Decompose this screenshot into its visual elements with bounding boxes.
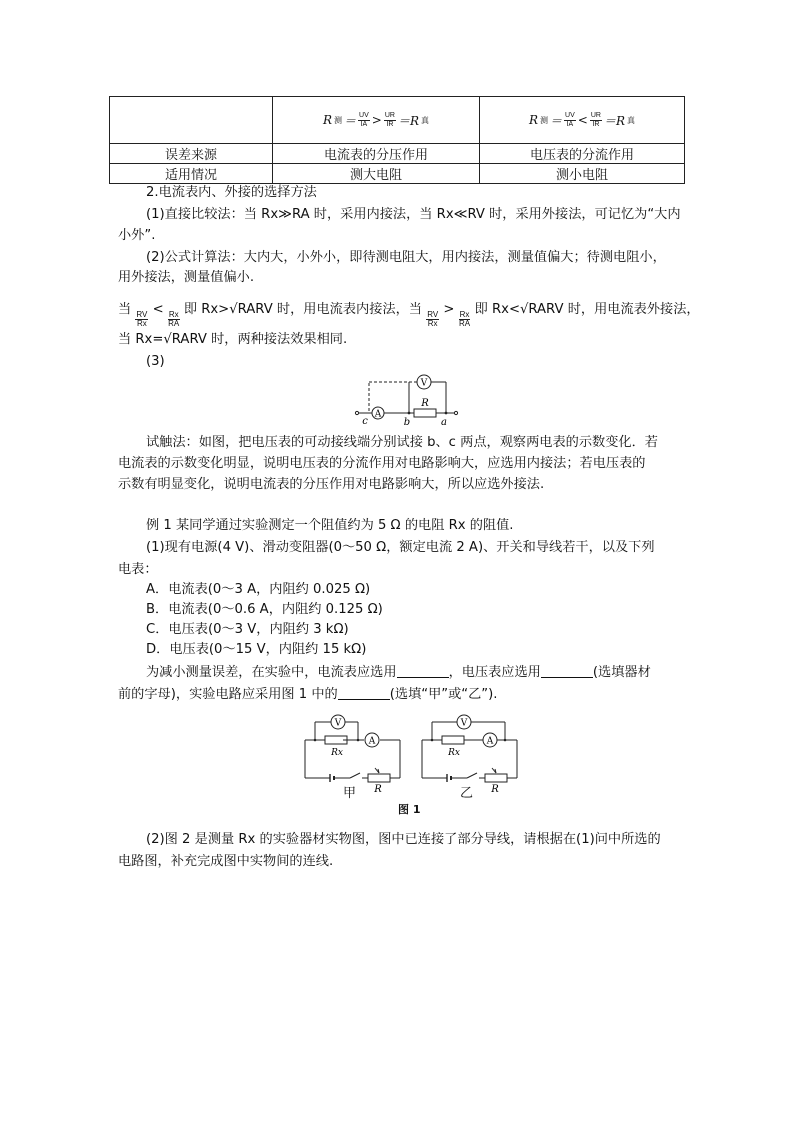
svg-text:Rx: Rx (448, 748, 460, 758)
circuit-yi-diagram (417, 712, 527, 795)
paragraph-line: (1)现有电源(4 V)、滑动变阻器(0～50 Ω，额定电流 2 A)、开关和导线若干，以及下列 (146, 540, 655, 555)
paragraph-line: 电流表的示数变化明显，说明电压表的分流作用对电路影响大，应选用内接法；若电压表的 (118, 456, 646, 471)
svg-text:A: A (368, 736, 376, 747)
table-row (110, 144, 685, 164)
paragraph-line: 电表： (118, 562, 158, 577)
row-label: 适用情况 (110, 164, 273, 184)
svg-text:c: c (362, 416, 368, 427)
row-label: 误差来源 (110, 144, 273, 164)
paragraph-line-condition: 当 $\frac{RV}{Rx}$ < $\frac{Rx}{RA}$ 即 Rx>√RARV 时，用电流表内接法，当 $\frac{RV}{Rx}$ > $\frac{Rx}{RA}$ 即 Rx<√RARV 时，用电流表外接法， (118, 302, 700, 328)
option-b: B．电流表(0～0.6 A，内阻约 0.125 Ω) (146, 602, 383, 617)
trial-touch-circuit-diagram (352, 372, 464, 426)
svg-text:b: b (403, 417, 411, 428)
question-line: 前的字母)，实验电路应采用图 1 中的 (选填“甲”或“乙”). (118, 687, 498, 702)
comparison-table (109, 96, 685, 184)
label-jia: 甲 (343, 786, 357, 801)
answer-blank-voltmeter[interactable] (541, 663, 593, 678)
svg-text:a: a (441, 417, 447, 428)
circuit-jia-diagram (300, 712, 410, 795)
table-corner-cell (110, 97, 273, 144)
svg-text:Rx: Rx (331, 748, 343, 758)
svg-text:V: V (334, 718, 342, 729)
paragraph-line: (2)图 2 是测量 Rx 的实验器材实物图，图中已连接了部分导线，请根据在(1)问中所选的 (146, 832, 661, 847)
svg-text:A: A (374, 409, 382, 420)
paragraph-line: 示数有明显变化，说明电流表的分压作用对电路影响大，所以应选外接法. (118, 477, 545, 492)
paragraph-line: (3) (146, 354, 165, 369)
table-row (110, 164, 685, 184)
svg-text:R: R (491, 784, 499, 795)
paragraph-line: 小外”. (118, 228, 156, 243)
example-title: 例 1 某同学通过实验测定一个阻值约为 5 Ω 的电阻 Rx 的阻值. (146, 518, 514, 533)
formula-outer: R 测 ＝ $\frac{UV}{IA}$ < $\frac{UR}{IR}$ ＝R 真 (528, 111, 636, 128)
svg-text:R: R (374, 784, 382, 795)
section-heading: 2.电流表内、外接的选择方法 (146, 185, 317, 200)
paragraph-line: 试触法：如图，把电压表的可动接线端分别试接 b、c 两点，观察两电表的示数变化．若 (146, 435, 658, 450)
question-line: 为减小测量误差，在实验中，电流表应选用 ，电压表应选用 (选填器材 (146, 665, 651, 680)
svg-text:V: V (460, 718, 468, 729)
paragraph-line: 用外接法，测量值偏小. (118, 270, 255, 285)
row-cell: 测小电阻 (480, 164, 685, 184)
paragraph-line: 电路图，补充完成图中实物间的连线. (118, 854, 334, 869)
answer-blank-ammeter[interactable] (397, 663, 449, 678)
svg-text:A: A (486, 736, 494, 747)
row-cell: 电流表的分压作用 (273, 144, 480, 164)
row-cell: 电压表的分流作用 (480, 144, 685, 164)
option-d: D．电压表(0～15 V，内阻约 15 kΩ) (146, 642, 367, 657)
svg-text:V: V (420, 378, 428, 389)
figure-caption: 图 1 (398, 803, 421, 816)
answer-blank-circuit[interactable] (338, 685, 390, 700)
row-cell: 测大电阻 (273, 164, 480, 184)
label-yi: 乙 (460, 786, 474, 801)
paragraph-line: (1)直接比较法：当 Rx≫RA 时，采用内接法，当 Rx≪RV 时，采用外接法，可记忆为“大内 (146, 207, 681, 222)
option-a: A．电流表(0～3 A，内阻约 0.025 Ω) (146, 582, 371, 597)
paragraph-line: (2)公式计算法：大内大，小外小，即待测电阻大，用内接法，测量值偏大；待测电阻小， (146, 250, 666, 265)
paragraph-line: 当 Rx=√RARV 时，两种接法效果相同. (118, 332, 348, 347)
option-c: C．电压表(0～3 V，内阻约 3 kΩ) (146, 622, 349, 637)
formula-inner: R 测 ＝ $\frac{UV}{IA}$ > $\frac{UR}{IR}$ ＝R 真 (322, 111, 430, 128)
svg-text:R: R (421, 398, 429, 409)
formula-cell-inner (273, 97, 480, 144)
formula-cell-outer (480, 97, 685, 144)
